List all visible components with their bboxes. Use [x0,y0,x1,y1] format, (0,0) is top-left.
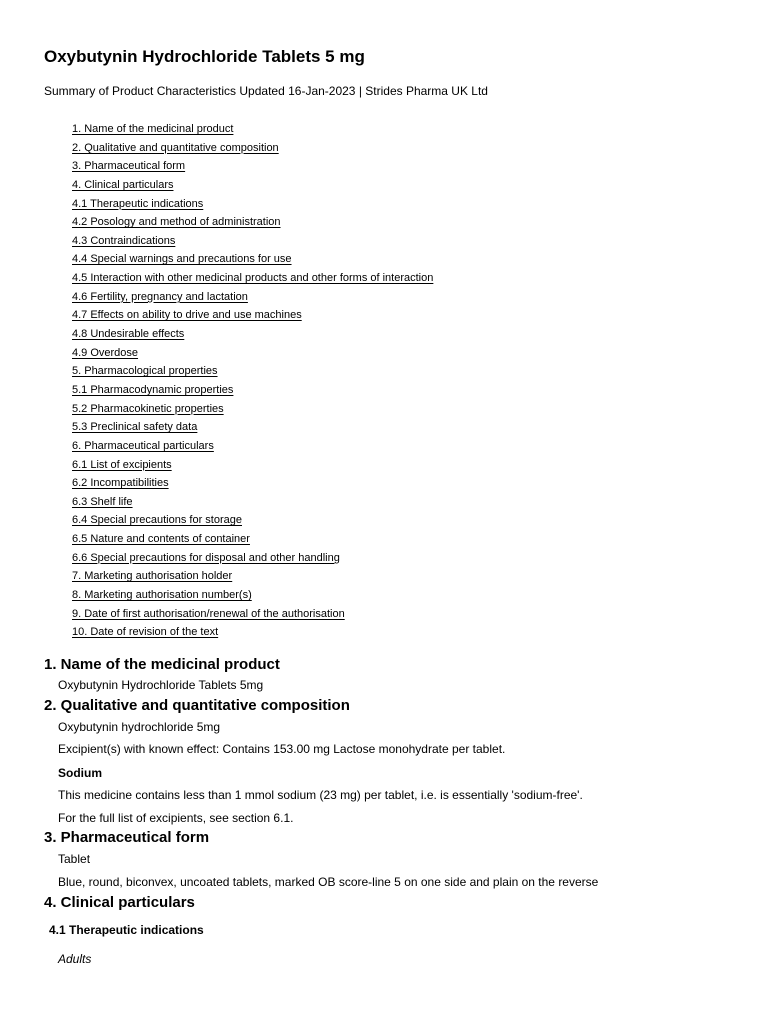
toc-item [72,530,433,549]
toc-item [72,120,433,139]
product-name-text: Oxybutynin Hydrochloride Tablets 5mg [58,678,264,692]
toc-item [72,362,433,381]
toc-item [72,139,433,158]
toc-item [72,474,433,493]
toc-link[interactable]: 4. Clinical particulars [72,178,174,191]
tablet-description-text: Blue, round, biconvex, uncoated tablets, marked OB score-line 5 on one side and plain on the reverse [58,875,599,889]
toc-item [72,157,433,176]
toc-item [72,511,433,530]
active-ingredient-text: Oxybutynin hydrochloride 5mg [58,720,221,734]
toc-link[interactable]: 5.3 Preclinical safety data [72,421,198,434]
toc-item [72,269,433,288]
toc-link[interactable]: 6.2 Incompatibilities [72,477,169,490]
toc-item [72,381,433,400]
toc-item [72,605,433,624]
toc-item [72,250,433,269]
toc-item [72,437,433,456]
pharmaceutical-form-text: Tablet [58,852,91,866]
toc-link[interactable]: 4.6 Fertility, pregnancy and lactation [72,290,248,303]
sodium-subheading: Sodium [58,766,102,780]
toc-link[interactable]: 2. Qualitative and quantitative composition [72,141,279,154]
section-3-heading: 3. Pharmaceutical form [44,829,210,846]
toc-link[interactable]: 10. Date of revision of the text [72,626,219,639]
toc-link[interactable]: 6.1 List of excipients [72,458,172,471]
toc-link[interactable]: 6.3 Shelf life [72,495,133,508]
toc-link[interactable]: 6.6 Special precautions for disposal and other handling [72,551,340,564]
adults-subheading: Adults [58,952,92,966]
full-excipient-list-text: For the full list of excipients, see section 6.1. [58,811,294,825]
section-4-1-heading: 4.1 Therapeutic indications [49,923,204,937]
toc-item [72,176,433,195]
toc-link[interactable]: 1. Name of the medicinal product [72,123,234,135]
section-4-heading: 4. Clinical particulars [44,894,195,911]
toc-link[interactable]: 5.1 Pharmacodynamic properties [72,383,234,396]
section-1-heading: 1. Name of the medicinal product [44,656,280,673]
excipients-known-effect-text: Excipient(s) with known effect: Contains 153.00 mg Lactose monohydrate per tablet. [58,742,506,756]
document-title: Oxybutynin Hydrochloride Tablets 5 mg [44,47,365,66]
toc-item [72,195,433,214]
toc-item [72,232,433,251]
table-of-contents [72,120,433,642]
toc-link[interactable]: 4.2 Posology and method of administration [72,216,281,229]
toc-item [72,549,433,568]
toc-item [72,213,433,232]
toc-link[interactable]: 4.4 Special warnings and precautions for use [72,253,292,266]
toc-link[interactable]: 6.4 Special precautions for storage [72,514,242,527]
toc-item [72,456,433,475]
toc-link[interactable]: 4.5 Interaction with other medicinal products and other forms of interaction [72,272,434,285]
toc-link[interactable]: 4.3 Contraindications [72,234,176,247]
toc-link[interactable]: 4.8 Undesirable effects [72,328,185,341]
toc-link[interactable]: 9. Date of first authorisation/renewal of the authorisation [72,607,345,620]
toc-link[interactable]: 4.9 Overdose [72,346,139,359]
toc-link[interactable]: 8. Marketing authorisation number(s) [72,589,252,602]
toc-item [72,400,433,419]
toc-item [72,623,433,642]
toc-item [72,288,433,307]
sodium-text: This medicine contains less than 1 mmol sodium (23 mg) per tablet, i.e. is essentially 'sodium-free'. [58,788,583,802]
toc-item [72,344,433,363]
toc-item [72,493,433,512]
toc-link[interactable]: 6. Pharmaceutical particulars [72,439,214,452]
toc-link[interactable]: 4.7 Effects on ability to drive and use machines [72,309,302,322]
toc-link[interactable]: 6.5 Nature and contents of container [72,533,250,546]
toc-item [72,418,433,437]
toc-link[interactable]: 4.1 Therapeutic indications [72,197,204,210]
toc-item [72,325,433,344]
toc-link[interactable]: 5. Pharmacological properties [72,365,218,378]
toc-item [72,586,433,605]
section-2-heading: 2. Qualitative and quantitative composition [44,697,350,714]
toc-item [72,567,433,586]
toc-link[interactable]: 3. Pharmaceutical form [72,160,186,173]
toc-link[interactable]: 5.2 Pharmacokinetic properties [72,402,224,415]
toc-link[interactable]: 7. Marketing authorisation holder [72,570,233,583]
toc-item [72,306,433,325]
document-subtitle: Summary of Product Characteristics Updated 16-Jan-2023 | Strides Pharma UK Ltd [44,84,488,98]
